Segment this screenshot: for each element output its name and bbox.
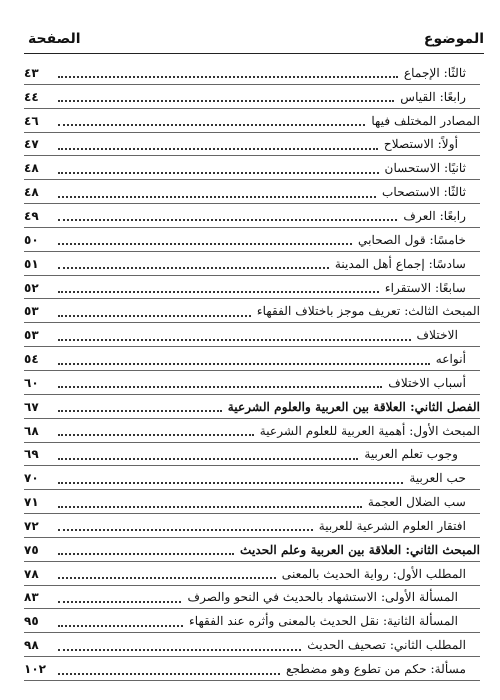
toc-entry-page-number: ٤٤ <box>24 89 39 104</box>
toc-entry-page-number: ٤٦ <box>24 113 39 128</box>
dot-leader <box>58 600 181 603</box>
dot-leader <box>58 123 365 126</box>
toc-entry-title: ثانيًا: الاستحسان <box>384 161 466 176</box>
dot-leader <box>58 99 394 102</box>
dot-leader <box>58 481 403 484</box>
toc-entry-title: أسباب الاختلاف <box>388 375 466 390</box>
dot-leader <box>58 75 398 78</box>
toc-entry-page-number: ٧٨ <box>24 566 39 581</box>
toc-entry-title: أولاً: الاستصلاح <box>383 137 458 152</box>
toc-entry[interactable] <box>24 443 480 467</box>
toc-entry[interactable] <box>24 323 480 347</box>
toc-entry-title: المطلب الأول: رواية الحديث بالمعنى <box>281 566 466 581</box>
dot-leader <box>58 385 382 388</box>
dot-leader <box>58 338 411 341</box>
toc-entry-title: المسألة الأولى: الاستشهاد بالحديث في النحو والصرف <box>187 590 458 605</box>
toc-entry[interactable] <box>24 276 480 300</box>
toc-entry-title: رابعًا: العرف <box>403 208 466 223</box>
toc-entry-page-number: ٤٣ <box>24 65 39 80</box>
toc-entry[interactable] <box>24 85 480 109</box>
page-column-label: الصفحة <box>28 31 81 47</box>
dot-leader <box>58 433 254 436</box>
toc-entry[interactable] <box>24 299 480 323</box>
dot-leader <box>58 171 379 174</box>
toc-entry-title: الاختلاف <box>416 328 458 343</box>
toc-entry[interactable] <box>24 133 480 157</box>
toc-entry-title: سب الضلال العجمة <box>367 495 466 510</box>
toc-entry-title: خامسًا: قول الصحابي <box>358 232 466 247</box>
toc-entry[interactable] <box>24 633 480 657</box>
toc-entry-page-number: ٦٨ <box>24 423 39 438</box>
toc-entry-title: المسألة الثانية: نقل الحديث بالمعنى وأثره عند الفقهاء <box>189 614 458 629</box>
toc-entry-title: مسألة: حكم من تطوع وهو مضطجع <box>285 662 466 677</box>
dot-leader <box>58 457 358 460</box>
toc-entry-page-number: ٥٣ <box>24 304 39 319</box>
toc-entry[interactable] <box>24 466 480 490</box>
toc-entry-title: سابعًا: الاستقراء <box>384 280 466 295</box>
toc-entry[interactable] <box>24 609 480 633</box>
toc-entry-page-number: ٧٠ <box>24 471 39 486</box>
toc-entry-page-number: ٩٥ <box>24 614 39 629</box>
toc-entry[interactable] <box>24 586 480 610</box>
toc-entry-title: أنواعه <box>435 352 466 367</box>
toc-header <box>28 28 484 50</box>
toc-entry-page-number: ٨٣ <box>24 590 39 605</box>
toc-entry[interactable] <box>24 371 480 395</box>
dot-leader <box>58 624 183 627</box>
toc-entry-page-number: ٥٤ <box>24 352 39 367</box>
dot-leader <box>58 552 234 555</box>
toc-entry-title: سادسًا: إجماع أهل المدينة <box>334 256 466 271</box>
toc-entry-title: المطلب الثاني: تصحيف الحديث <box>307 638 466 653</box>
dot-leader <box>58 242 352 245</box>
dot-leader <box>58 195 376 198</box>
toc-entry[interactable] <box>24 347 480 371</box>
dot-leader <box>58 576 276 579</box>
toc-entry[interactable] <box>24 490 480 514</box>
toc-entry[interactable] <box>24 395 480 419</box>
dot-leader <box>58 147 378 150</box>
toc-entry-title: الفصل الثاني: العلاقة بين العربية والعلوم الشرعية <box>227 399 480 414</box>
toc-entry-page-number: ١٠٢ <box>24 662 46 677</box>
toc-entry-page-number: ٦٠ <box>24 375 39 390</box>
toc-entry[interactable] <box>24 562 480 586</box>
toc-entry-page-number: ٧٥ <box>24 542 39 557</box>
toc-entry-page-number: ٥١ <box>24 256 39 271</box>
toc-entry-title: المصادر المختلف فيها <box>371 113 480 128</box>
toc-entry[interactable] <box>24 228 480 252</box>
toc-entry[interactable] <box>24 156 480 180</box>
dot-leader <box>58 266 329 269</box>
dot-leader <box>58 672 280 675</box>
toc-entry[interactable] <box>24 61 480 85</box>
toc-entry-page-number: ٤٨ <box>24 161 39 176</box>
dot-leader <box>58 528 313 531</box>
topic-column-label: الموضوع <box>423 31 484 47</box>
toc-entry-page-number: ٥٣ <box>24 328 39 343</box>
toc-entry[interactable] <box>24 657 480 681</box>
toc-entry-page-number: ٦٧ <box>24 399 39 414</box>
toc-entry-title: وجوب تعلم العربية <box>364 447 458 462</box>
toc-entry[interactable] <box>24 204 480 228</box>
dot-leader <box>58 362 430 365</box>
dot-leader <box>58 648 301 651</box>
dot-leader <box>58 290 379 293</box>
toc-entry-title: ثالثًا: الإجماع <box>403 65 466 80</box>
dot-leader <box>58 314 251 317</box>
toc-entry-title: المبحث الثالث: تعريف موجز باختلاف الفقهاء <box>256 304 480 319</box>
toc-entry[interactable] <box>24 252 480 276</box>
toc-entry-title: المبحث الأول: أهمية العربية للعلوم الشرعية <box>259 423 480 438</box>
toc-entry[interactable] <box>24 514 480 538</box>
row-divider <box>24 680 480 681</box>
toc-entry-title: افتقار العلوم الشرعية للعربية <box>318 518 466 533</box>
toc-entry-page-number: ٥٢ <box>24 280 39 295</box>
dot-leader <box>58 409 222 412</box>
toc-entry-title: المبحث الثاني: العلاقة بين العربية وعلم الحديث <box>240 542 480 557</box>
dot-leader <box>58 218 397 221</box>
toc-list <box>24 61 480 681</box>
toc-entry-page-number: ٦٩ <box>24 447 39 462</box>
toc-entry-page-number: ٤٨ <box>24 185 39 200</box>
toc-entry-title: رابعًا: القياس <box>400 89 466 104</box>
header-rule <box>24 53 484 54</box>
toc-entry-page-number: ٤٩ <box>24 208 39 223</box>
toc-entry-page-number: ٩٨ <box>24 638 39 653</box>
toc-entry-page-number: ٥٠ <box>24 232 39 247</box>
toc-entry-title: ثالثًا: الاستصحاب <box>381 185 466 200</box>
toc-entry-title: حب العربية <box>409 471 466 486</box>
toc-entry-page-number: ٧١ <box>24 495 39 510</box>
toc-entry-page-number: ٤٧ <box>24 137 39 152</box>
toc-entry[interactable] <box>24 538 480 562</box>
dot-leader <box>58 505 362 508</box>
toc-entry[interactable] <box>24 109 480 133</box>
toc-entry-page-number: ٧٢ <box>24 518 39 533</box>
toc-entry[interactable] <box>24 419 480 443</box>
toc-entry[interactable] <box>24 180 480 204</box>
